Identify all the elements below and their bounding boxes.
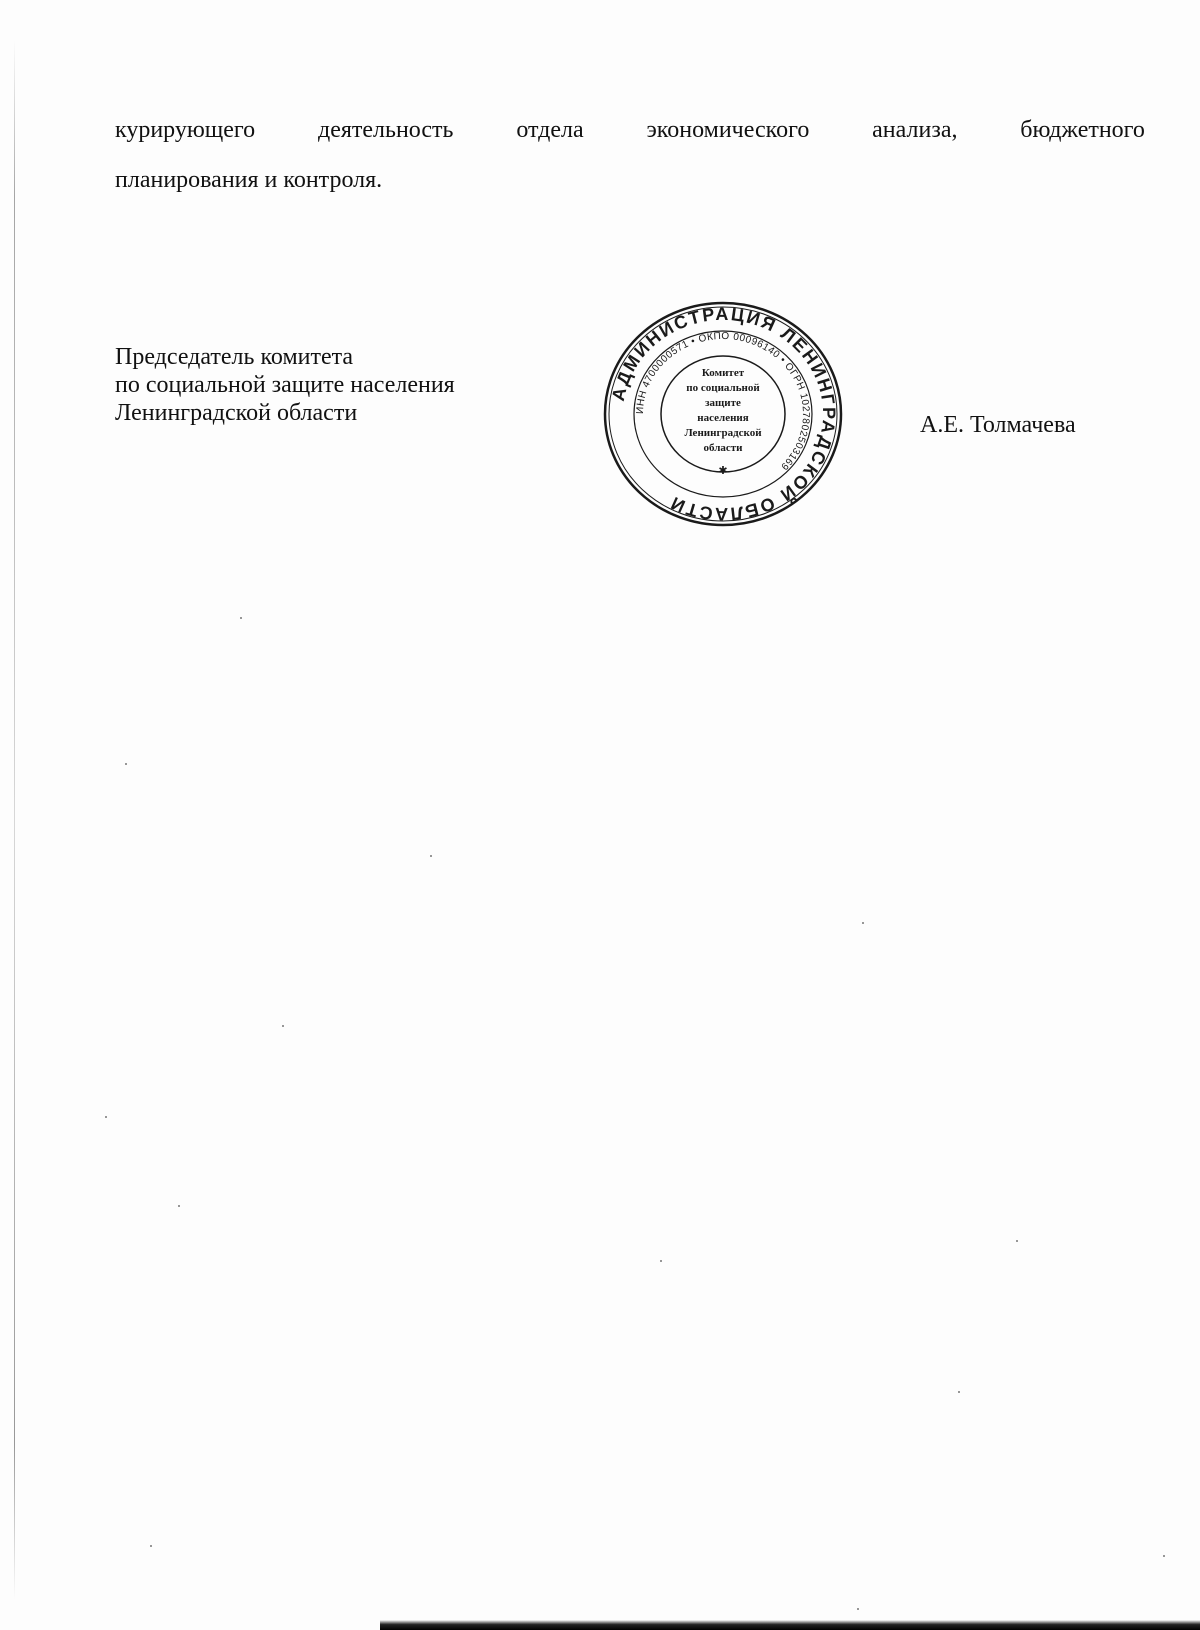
word: бюджетного bbox=[1020, 117, 1145, 143]
scan-speck bbox=[282, 1025, 284, 1027]
signature-title-line: по социальной защите населения bbox=[115, 372, 455, 398]
scan-speck bbox=[862, 922, 864, 924]
scan-speck bbox=[105, 1116, 107, 1118]
scan-speck bbox=[430, 855, 432, 857]
svg-text:по социальной: по социальной bbox=[686, 382, 760, 394]
word: деятельность bbox=[317, 117, 454, 143]
word: отдела bbox=[516, 117, 584, 143]
scan-speck bbox=[150, 1545, 152, 1547]
seal-outer-text: АДМИНИСТРАЦИЯ ЛЕНИНГРАДСКОЙ ОБЛАСТИ bbox=[607, 303, 840, 525]
svg-text:области: области bbox=[703, 442, 743, 454]
seal-star-icon: ✱ bbox=[718, 464, 728, 477]
svg-text:населения: населения bbox=[697, 412, 749, 424]
scan-speck bbox=[240, 617, 242, 619]
scan-bottom-edge bbox=[380, 1620, 1200, 1630]
paragraph-line-2: планирования и контроля. bbox=[115, 167, 383, 193]
scan-speck bbox=[178, 1205, 180, 1207]
seal-center-text bbox=[684, 367, 762, 454]
word: курирующего bbox=[115, 117, 256, 143]
paragraph-line-1 bbox=[115, 105, 1145, 155]
svg-text:Ленинградской: Ленинградской bbox=[684, 427, 762, 439]
signer-name: А.Е. Толмачева bbox=[920, 412, 1076, 438]
word: экономического bbox=[646, 117, 810, 143]
scan-speck bbox=[125, 763, 127, 765]
official-seal bbox=[600, 298, 846, 530]
svg-text:защите: защите bbox=[705, 397, 741, 409]
signature-title bbox=[115, 343, 455, 427]
svg-text:Комитет: Комитет bbox=[701, 367, 745, 379]
word: анализа, bbox=[872, 117, 958, 143]
scan-left-edge bbox=[14, 40, 15, 1600]
scan-speck bbox=[1016, 1240, 1018, 1242]
scan-speck bbox=[857, 1608, 859, 1610]
scan-speck bbox=[958, 1391, 960, 1393]
seal-inner-text: ИНН 4700000571 • ОКПО 00096140 • ОГРН 1027802503169 bbox=[634, 330, 812, 472]
body-paragraph bbox=[115, 105, 1145, 205]
signature-title-line: Ленинградской области bbox=[115, 400, 358, 426]
scan-speck bbox=[660, 1260, 662, 1262]
scan-speck bbox=[1163, 1555, 1165, 1557]
signature-title-line: Председатель комитета bbox=[115, 344, 354, 370]
